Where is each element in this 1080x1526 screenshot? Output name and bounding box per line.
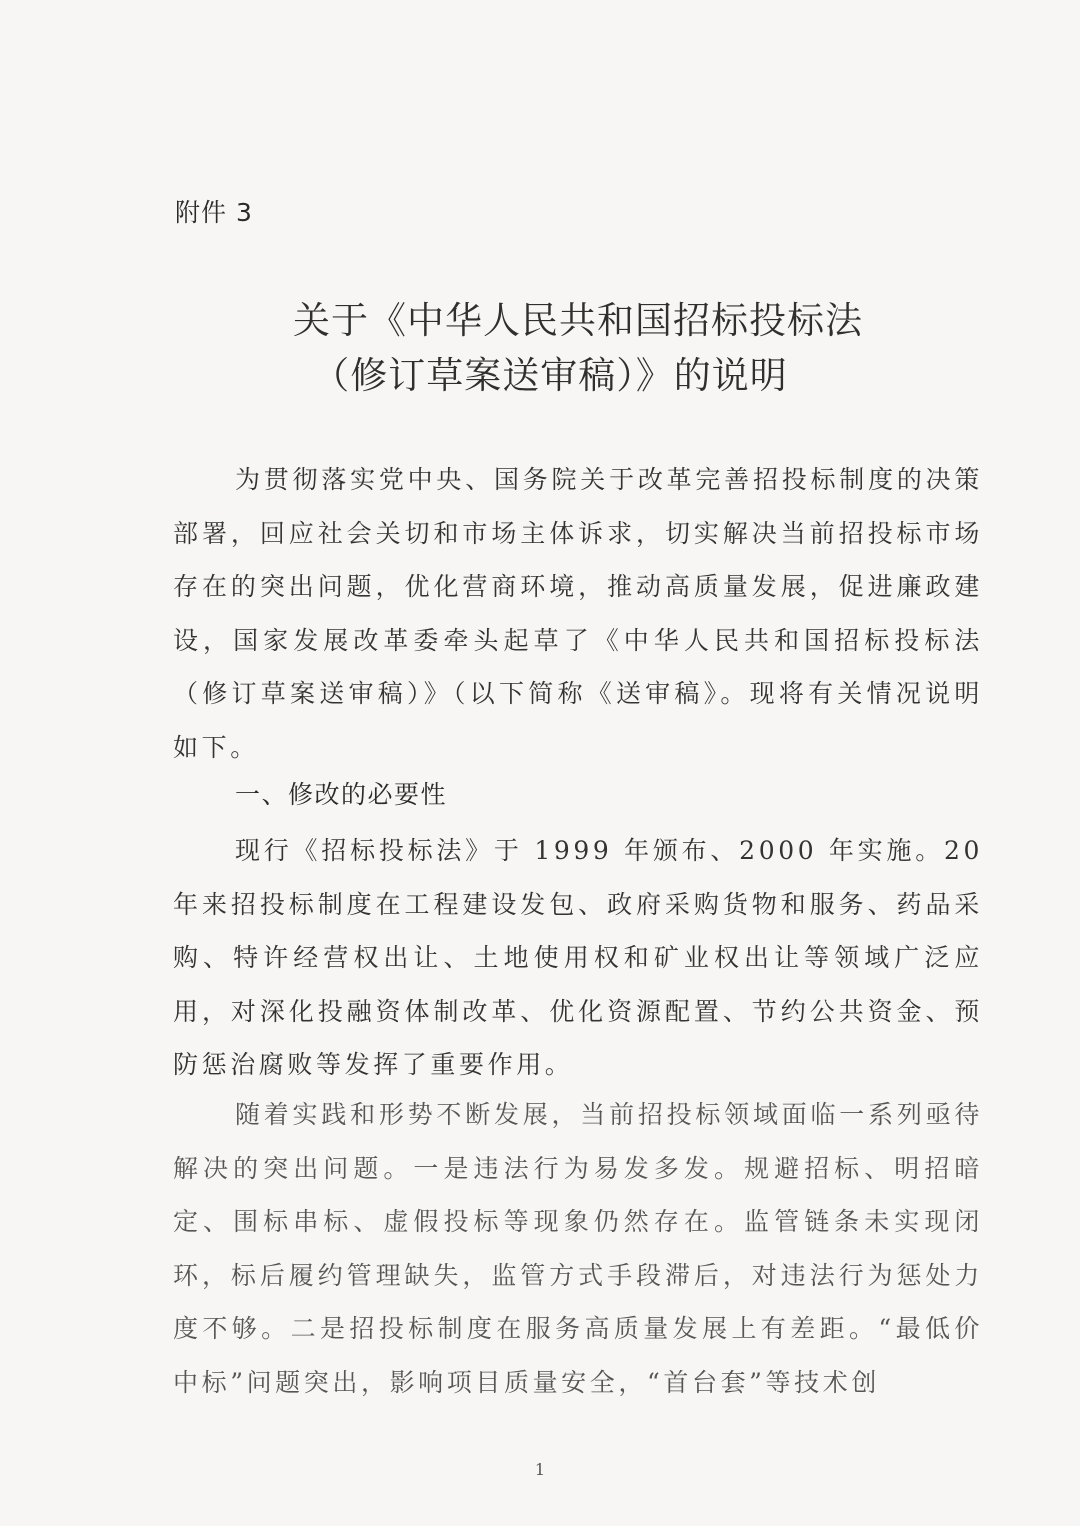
section1-paragraph-1: 现行《招标投标法》于 1999 年颁布、2000 年实施。20 年来招投标制度在工程建设发包、政府采购货物和服务、药品采购、特许经营权出让、土地使用权和矿业权出让等领域广泛应用，对深化投融资体制改革、优化资源配置、节约公共资金、预防惩治腐败等发挥了重要作用。 — [173, 836, 983, 1079]
document-title-line-2: （修订草案送审稿）》的说明 — [312, 354, 788, 397]
page-number: 1 — [534, 1460, 546, 1479]
section1-paragraph-2: 随着实践和形势不断发展，当前招投标领域面临一系列亟待解决的突出问题。一是违法行为易发多发。规避招标、明招暗定、围标串标、虚假投标等现象仍然存在。监管链条未实现闭环，标后履约管理缺失，监管方式手段滞后，对违法行为惩处力度不够。二是招投标制度在服务高质量发展上有差距。“最低价中标”问题突出，影响项目质量安全，“首台套”等技术创 — [173, 1100, 983, 1397]
document-title-line-1: 关于《中华人民共和国招标投标法 — [293, 299, 863, 342]
intro-paragraph: 为贯彻落实党中央、国务院关于改革完善招投标制度的决策部署，回应社会关切和市场主体诉求，切实解决当前招投标市场存在的突出问题，优化营商环境，推动高质量发展，促进廉政建设，国家发展改革委牵头起草了《中华人民共和国招标投标法（修订草案送审稿）》（以下简称《送审稿》。现将有关情况说明如下。 — [173, 465, 983, 762]
section-heading: 一、修改的必要性 — [235, 780, 448, 809]
attachment-label: 附件 3 — [175, 198, 253, 227]
